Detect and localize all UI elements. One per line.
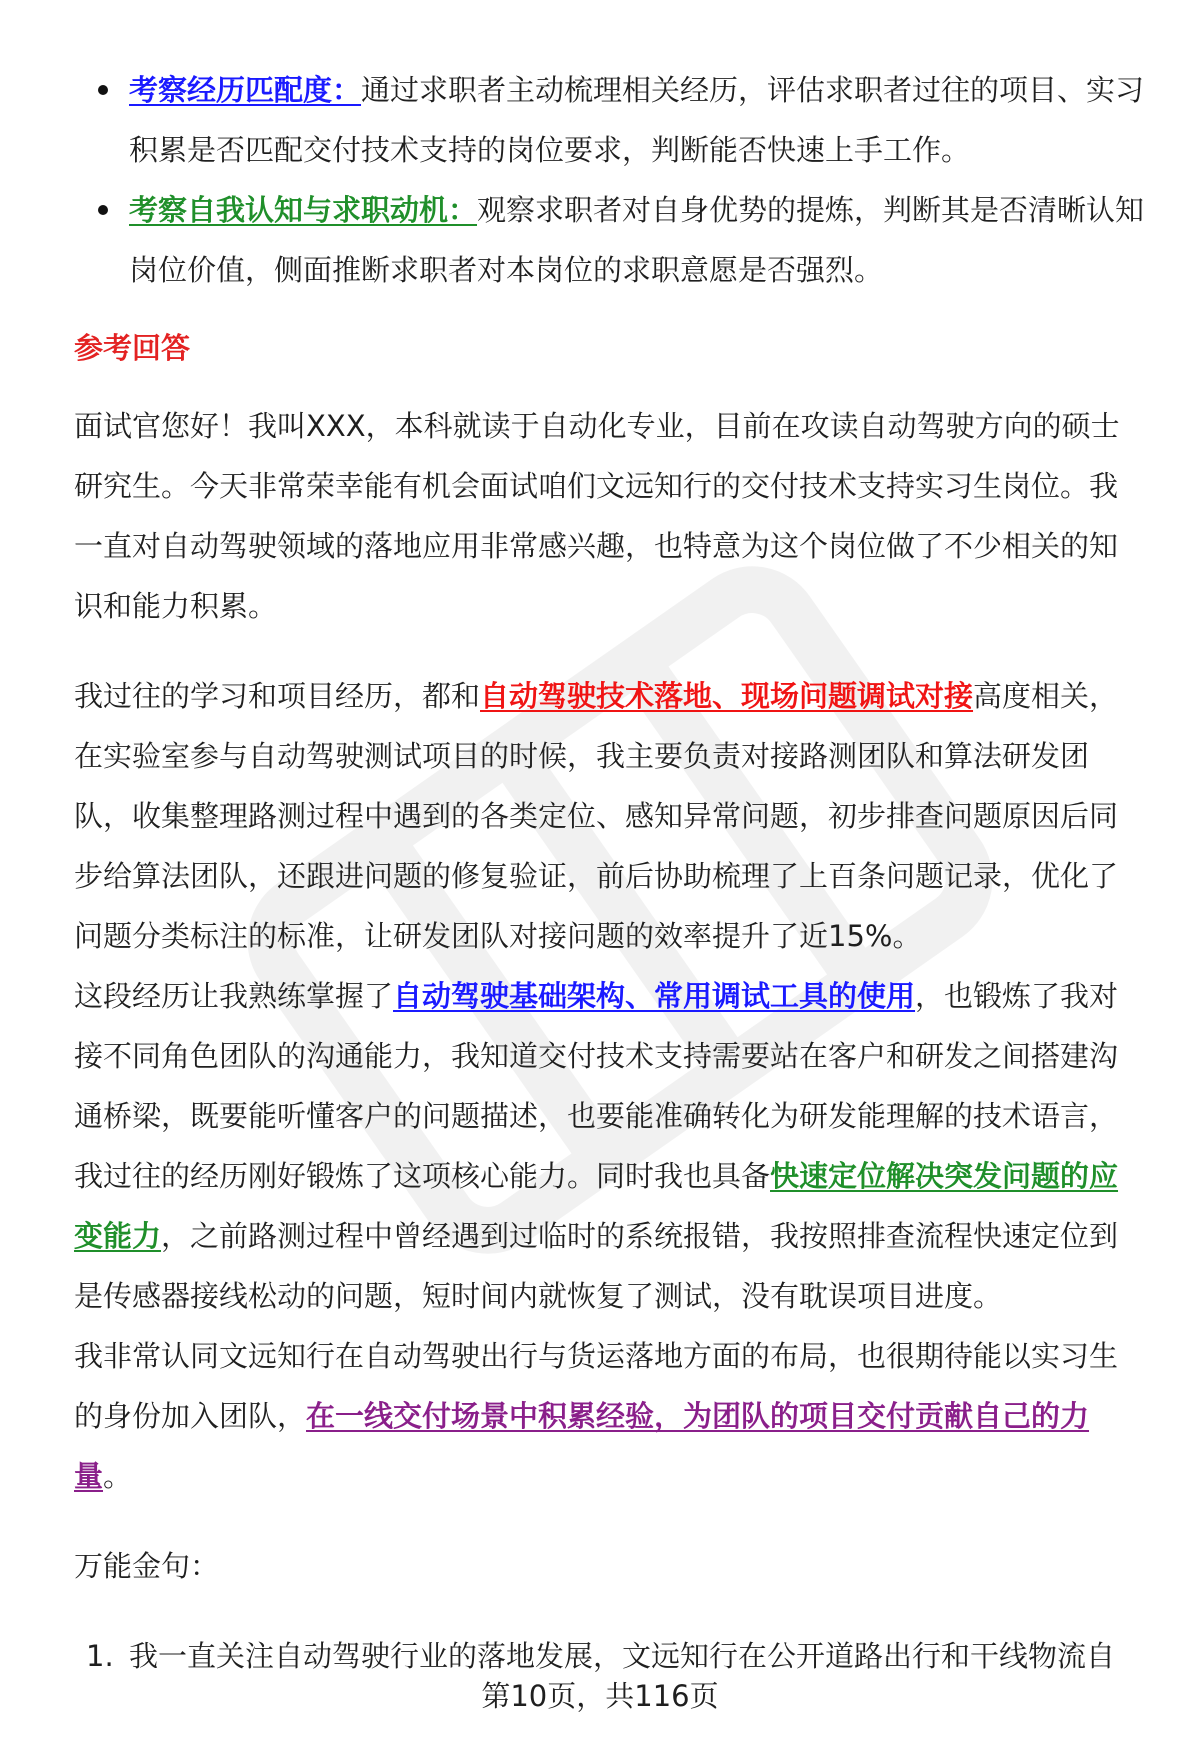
evaluation-bullets [74, 60, 1146, 300]
golden-sentences-label: 万能金句： [74, 1549, 220, 1583]
list-number: 1. [86, 1639, 114, 1673]
paragraph-text: 这段经历让我熟练掌握了 [74, 979, 394, 1013]
list-item [74, 180, 1146, 300]
highlight-purple: 在一线交付场景中积累经验，为团队的项目交付贡献自己的力量 [74, 1399, 1090, 1493]
section-title: 参考回答 [74, 331, 191, 365]
highlight-red: 自动驾驶技术落地、现场问题调试对接 [480, 679, 974, 713]
list-item [74, 60, 1146, 180]
highlight-blue: 自动驾驶基础架构、常用调试工具的使用 [393, 979, 916, 1013]
paragraph-text: 我过往的学习和项目经历，都和 [74, 679, 481, 713]
answer-paragraph-1: 面试官您好！我叫XXX，本科就读于自动化专业，目前在攻读自动驾驶方向的硕士研究生。今天非常荣幸能有机会面试咱们文远知行的交付技术支持实习生岗位。我一直对自动驾驶领域的落地应用非常感兴趣，也特意为这个岗位做了不少相关的知识和能力积累。 [74, 409, 1120, 623]
bullet-text: 通过求职者主动梳理相关经历，评估求职者过往的项目、实习积累是否匹配交付技术支持的岗位要求，判断能否快速上手工作。 [129, 73, 1145, 167]
answer-paragraph-3 [74, 966, 1146, 1326]
paragraph-text: ，之前路测过程中曾经遇到过临时的系统报错，我按照排查流程快速定位到是传感器接线松动的问题，短时间内就恢复了测试，没有耽误项目进度。 [74, 1219, 1119, 1313]
paragraph-text: 我非常认同文远知行在自动驾驶出行与货运落地方面的布局，也很期待能以实习生的身份加入团队， [74, 1339, 1119, 1433]
paragraph-text: 高度相关，在实验室参与自动驾驶测试项目的时候，我主要负责对接路测团队和算法研发团队，收集整理路测过程中遇到的各类定位、感知异常问题，初步排查问题原因后同步给算法团队，还跟进问题的修复验证，前后协助梳理了上百条问题记录，优化了问题分类标注的标准，让研发团队对接问题的效率提升了近15%。 [74, 679, 1119, 953]
answer-paragraph-2 [74, 666, 1146, 966]
answer-paragraph-4 [74, 1326, 1146, 1506]
bullet-label: 考察自我认知与求职动机： [129, 193, 478, 227]
paragraph-text: 。 [103, 1459, 133, 1493]
bullet-text: 观察求职者对自身优势的提炼，判断其是否清晰认知岗位价值，侧面推断求职者对本岗位的求职意愿是否强烈。 [129, 193, 1145, 287]
document-page [74, 60, 1146, 1686]
bullet-label: 考察经历匹配度： [129, 73, 362, 107]
page-footer: 第10页，共116页 [481, 1679, 719, 1713]
list-text: 我一直关注自动驾驶行业的落地发展，文远知行在公开道路出行和干线物流自 [129, 1639, 1116, 1673]
paragraph-text: ，也锻炼了我对接不同角色团队的沟通能力，我知道交付技术支持需要站在客户和研发之间搭建沟通桥梁，既要能听懂客户的问题描述，也要能准确转化为研发能理解的技术语言，我过往的经历刚好锻炼了这项核心能力。同时我也具备 [74, 979, 1119, 1193]
bullet-dot-icon [98, 205, 108, 215]
highlight-green: 快速定位解决突发问题的应变能力 [74, 1159, 1119, 1253]
bullet-dot-icon [98, 85, 108, 95]
